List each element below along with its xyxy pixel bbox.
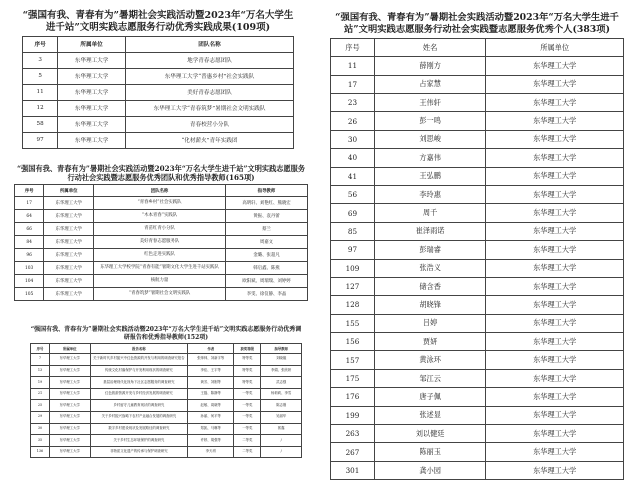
table-cell: 东华理工大学 [44,236,94,249]
table-cell: 东华理工大学 [486,351,624,369]
table-cell: 66 [15,223,44,236]
table-cell: 东华理工大学 [44,210,94,223]
table-cell: 105 [15,288,44,301]
table-cell: 3 [23,52,58,68]
table-row [23,116,294,132]
table-cell: 李天玥 [188,446,234,458]
table-row [15,236,308,249]
column-header: 指导教师 [261,344,302,354]
table-cell: 赵敏、周晓等 [188,400,234,412]
table-cell: 金璐、张超凡 [225,249,307,262]
table-cell: 东华理工大学 [49,377,90,389]
table-cell: 23 [331,94,375,112]
column-header: 序号 [331,39,375,57]
column-header: 所属单位 [58,36,126,52]
table-cell: 李佳、王宇等 [188,365,234,377]
table-cell: 陈志刚 [261,400,302,412]
table-row [331,185,624,203]
table-cell: 黄泳环 [374,351,485,369]
table-cell: 基层治理现代化视角下社区志愿服务的调查研究 [90,377,188,389]
table-cell: 韩启鑫、陈燕 [225,262,307,275]
column-header: 姓名 [374,39,485,57]
table-cell: 红色走进实践队 [94,249,226,262]
table-cell: 东华理工大学 [49,388,90,400]
table-cell: 红色旅游资源开发与乡村经济发展的调查研究 [90,388,188,400]
table-cell: 张帅帅、刘新宇等 [188,354,234,366]
table-cell: 东华理工大学 [44,197,94,210]
document-research-reports [30,326,302,458]
table-cell: 东华理工大学“青春筑梦”暑期社会文明实践队 [125,100,293,116]
table-cell: 李雯、徐仪静、李晶 [225,288,307,301]
table-cell: 武志强 [261,377,302,389]
table-row [331,314,624,332]
column-header: 指导教师 [225,185,307,197]
table-cell: 97 [23,132,58,148]
table-header-row [15,185,308,197]
table-cell: 东华理工大学 [44,249,94,262]
table-cell: / [261,435,302,447]
table-row [23,84,294,100]
table-cell: 29 [31,411,50,423]
table-cell: 17 [15,197,44,210]
table-cell: 19 [31,377,50,389]
table-cell: 175 [331,369,375,387]
table-cell: 东华理工大学 [486,94,624,112]
table-row [23,68,294,84]
table-cell: 263 [331,425,375,443]
table-cell: 欧阳斌、周瑞瑞、刘婷婷 [225,275,307,288]
table-cell: 东华理工大学 [486,167,624,185]
table-cell: 数字乡村建设现状及发展路径的调查研究 [90,423,188,435]
table-cell: 176 [331,388,375,406]
panel-title: “强国有我、青春有为”暑期社会实践活动暨2023年“万名大学生进千站”文明实践志愿服务行动社会实践暨志愿服务优秀个人(383项) [335,12,619,35]
table-cell: 东华理工大学 [58,116,126,132]
column-header: 获奖等级 [234,344,261,354]
team-achievements-table [22,36,294,149]
table-cell: 一等奖 [234,388,261,400]
table-cell: 李玲惠 [374,185,485,203]
table-row [31,446,302,458]
table-row [31,388,302,400]
column-header: 序号 [31,344,50,354]
table-row [31,435,302,447]
table-cell: 109 [331,259,375,277]
table-cell: 东华理工大学 [486,185,624,203]
table-cell: 青春校营小分队 [125,116,293,132]
table-cell: “青春乡村”社会实践队 [94,197,226,210]
table-row [31,365,302,377]
document-teams-and-advisors [14,164,308,301]
table-cell: 136 [31,446,50,458]
table-cell: 25 [31,400,50,412]
table-cell: 彭瑞睿 [374,241,485,259]
table-cell: 128 [331,296,375,314]
table-cell: 非物质文化遗产的传承与保护调查研究 [90,446,188,458]
table-cell: 吴丽华 [261,411,302,423]
table-cell: 21 [31,388,50,400]
table-cell: 东华理工大学 [486,130,624,148]
table-row [331,222,624,240]
table-cell: 东华理工大学 [486,406,624,424]
table-cell: 刘晓璇 [261,354,302,366]
table-row [331,296,624,314]
table-cell: 美好青春志愿服务队 [94,236,226,249]
table-cell: 郑凯、马琳等 [188,423,234,435]
table-cell: 黄振、袁丹蕾 [225,210,307,223]
table-cell: 84 [15,236,44,249]
table-cell: 104 [15,275,44,288]
column-header: 所属单位 [49,344,90,354]
table-cell: 东华理工大学 [49,400,90,412]
table-header-row [331,39,624,57]
table-header-row [23,36,294,52]
table-cell: 东华理工大学 [486,296,624,314]
column-header: 团队名称 [125,36,293,52]
table-cell: 核航力量 [94,275,226,288]
table-row [23,100,294,116]
table-cell: 周千 [374,204,485,222]
table-cell: 吕婷 [374,314,485,332]
table-cell: 155 [331,314,375,332]
document-outstanding-individuals [330,12,624,480]
table-cell: 东华理工大学 [58,52,126,68]
table-row [23,52,294,68]
table-cell: 127 [331,277,375,295]
table-cell: 薛刚方 [374,57,485,75]
table-row [31,377,302,389]
table-cell: 东华理工大学 [486,443,624,461]
table-cell: 东华理工大学 [486,388,624,406]
table-cell: 东华理工大学 [44,262,94,275]
table-cell: 东华理工大学 [58,68,126,84]
table-row [31,423,302,435]
table-cell: 东华理工大学 [486,369,624,387]
table-cell: 胡晓锋 [374,296,485,314]
column-header: 所属单位 [486,39,624,57]
panel-title: “强国有我、青春有为”暑期社会实践活动暨2023年“万名大学生进千站”文明实践志愿服务行动优秀实践成果(109项) [22,10,294,33]
table-cell: 5 [23,68,58,84]
table-cell: 东华理工大学 [486,112,624,130]
table-cell: 30 [31,423,50,435]
table-cell: 东华理工大学 [58,100,126,116]
table-cell: 东华理工大学 [49,446,90,458]
table-cell: 11 [23,84,58,100]
table-cell: 199 [331,406,375,424]
table-cell: 龚小园 [374,461,485,479]
table-row [331,333,624,351]
table-row [15,223,308,236]
table-cell: 东华理工大学 [486,241,624,259]
table-cell: 35 [31,435,50,447]
table-row [15,262,308,275]
outstanding-individuals-table [330,38,624,480]
table-row [331,369,624,387]
table-row [331,149,624,167]
table-cell: / [261,446,302,458]
table-row [331,75,624,93]
table-cell: 东华理工大学 [49,423,90,435]
table-cell: 崔泽雨诺 [374,222,485,240]
table-row [331,461,624,479]
table-cell: 157 [331,351,375,369]
table-cell: 东华理工大学 [486,277,624,295]
table-cell: 特等奖 [234,377,261,389]
table-cell: 东华理工大学 [49,435,90,447]
table-cell: 许婷、胡强等 [188,435,234,447]
table-cell: 刘思峻 [374,130,485,148]
table-cell: 蔡兰 [225,223,307,236]
table-cell: 东华理工大学 [49,411,90,423]
table-cell: 贾妍 [374,333,485,351]
table-cell: 东华理工大学 [49,354,90,366]
table-cell: 东华理工大学 [49,365,90,377]
table-header-row [31,344,302,354]
table-cell: 26 [331,112,375,130]
column-header: 作者 [188,344,234,354]
table-cell: 储含香 [374,277,485,295]
table-cell: 一等奖 [234,411,261,423]
table-cell: 156 [331,333,375,351]
table-cell: 41 [331,167,375,185]
table-cell: 12 [23,100,58,116]
column-header: 报告名称 [90,344,188,354]
table-cell: 杨莉莉、李雪 [261,388,302,400]
table-cell: 黄芳、刘刚等 [188,377,234,389]
table-cell: 东华理工大学 [44,223,94,236]
teams-and-advisors-table [14,184,308,301]
table-cell: 关于乡村振兴战略下农村产业融合发展的调查研究 [90,411,188,423]
table-cell: “青春筑梦”暑期社会文明实践队 [94,288,226,301]
table-cell: 邹江云 [374,369,485,387]
table-cell: 郭鑫 [261,423,302,435]
table-row [15,249,308,262]
table-cell: 7 [31,354,50,366]
table-cell: “化材薪火”青年实践团 [125,132,293,148]
table-row [331,259,624,277]
table-cell: 85 [331,222,375,240]
table-cell: 东华理工大学 [44,275,94,288]
table-cell: 13 [31,365,50,377]
table-cell: 王磊、陈静等 [188,388,234,400]
table-cell: 一等奖 [234,423,261,435]
table-cell: 孙丽、何平等 [188,411,234,423]
table-cell: “木本青春”实践队 [94,210,226,223]
table-cell: 东华理工大学 [486,222,624,240]
table-cell: 东华理工大学 [486,425,624,443]
table-cell: 96 [15,249,44,262]
table-cell: 267 [331,443,375,461]
table-cell: 东华理工大学校学院“青春有能”暑期文化大学生进千站实践队 [94,262,226,275]
table-row [331,277,624,295]
table-row [15,210,308,223]
table-cell: 56 [331,185,375,203]
table-cell: 周嘉文 [225,236,307,249]
table-row [23,132,294,148]
panel-title: “强国有我、青春有为”暑期社会实践活动暨2023年“万名大学生进千站”文明实践志愿服务行动社会实践暨志愿服务优秀团队和优秀指导教师(165项) [16,164,306,182]
table-cell: 青苗红青小分队 [94,223,226,236]
table-cell: 一等奖 [234,400,261,412]
table-cell: 30 [331,130,375,148]
table-cell: 王伟轩 [374,94,485,112]
table-row [331,406,624,424]
table-cell: 69 [331,204,375,222]
table-cell: 二等奖 [234,446,261,458]
table-cell: 东华理工大学 [486,204,624,222]
table-cell: 高明轩、刘艳红、熊晓宏 [225,197,307,210]
table-cell: 东华理工大学 [486,314,624,332]
table-cell: 王弘鹏 [374,167,485,185]
table-cell: 东华理工大学 [486,149,624,167]
research-reports-table [30,343,302,458]
table-cell: 东华理工大学 [486,259,624,277]
table-row [15,275,308,288]
table-row [15,288,308,301]
table-row [331,443,624,461]
table-row [331,241,624,259]
panel-title: “强国有我、青春有为”暑期社会实践活动暨2023年“万名大学生进千站”文明实践志愿服务行动优秀调研报告和优秀指导教师(152项) [30,326,302,341]
table-cell: 东华理工大学 [486,75,624,93]
table-row [331,94,624,112]
table-row [31,411,302,423]
table-row [31,400,302,412]
table-cell: 地学青春志愿团队 [125,52,293,68]
table-row [15,197,308,210]
table-cell: 东华理工大学 [486,57,624,75]
table-cell: 二等奖 [234,435,261,447]
table-cell: 乡村留守儿童教育现状的调查研究 [90,400,188,412]
table-cell: 彭一鸣 [374,112,485,130]
table-cell: 64 [15,210,44,223]
table-cell: 关于乡村生态环境保护的调查研究 [90,435,188,447]
document-team-achievements [22,10,294,149]
table-row [331,351,624,369]
table-cell: 特等奖 [234,354,261,366]
table-row [31,354,302,366]
table-cell: 方嘉伟 [374,149,485,167]
table-cell: 东华理工大学 [58,84,126,100]
table-cell: 17 [331,75,375,93]
column-header: 序号 [15,185,44,197]
table-cell: 11 [331,57,375,75]
table-row [331,388,624,406]
table-cell: 李娟、张欣妍 [261,365,302,377]
table-cell: 刘以健廷 [374,425,485,443]
column-header: 所属单位 [44,185,94,197]
table-cell: 58 [23,116,58,132]
table-row [331,130,624,148]
table-cell: 301 [331,461,375,479]
table-cell: 陈丽玉 [374,443,485,461]
table-cell: 特等奖 [234,365,261,377]
table-cell: 张述显 [374,406,485,424]
table-cell: 占家慧 [374,75,485,93]
column-header: 序号 [23,36,58,52]
table-row [331,57,624,75]
table-cell: 103 [15,262,44,275]
table-cell: 97 [331,241,375,259]
table-row [331,167,624,185]
table-cell: 40 [331,149,375,167]
column-header: 团队名称 [94,185,226,197]
table-row [331,425,624,443]
table-cell: 东华理工大学“普惠乡村”社会实践队 [125,68,293,84]
table-cell: 东华理工大学 [486,333,624,351]
table-cell: 东华理工大学 [486,461,624,479]
table-cell: 传统文化村落保护与开发利用现状的调查研究 [90,365,188,377]
table-cell: 美好青春志愿团队 [125,84,293,100]
table-row [331,204,624,222]
table-cell: 东华理工大学 [58,132,126,148]
table-cell: 唐子佩 [374,388,485,406]
table-cell: 东华理工大学 [44,288,94,301]
table-row [331,112,624,130]
table-cell: 张浩义 [374,259,485,277]
table-cell: 关于新时代乡村振兴中红色资源的开发与利用的调查研究报告 [90,354,188,366]
